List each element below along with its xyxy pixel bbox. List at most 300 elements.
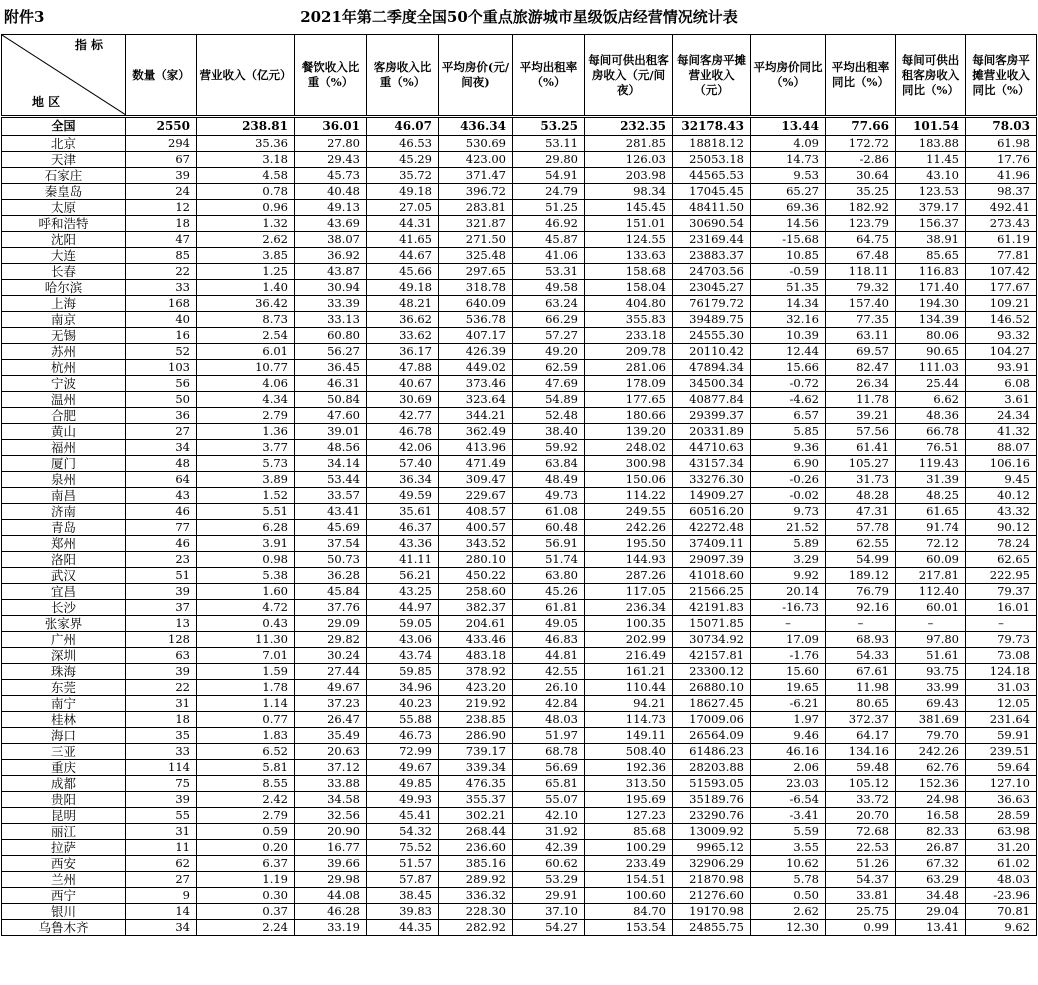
value-cell: 249.55	[585, 504, 673, 520]
value-cell: 158.68	[585, 264, 673, 280]
value-cell: 100.35	[585, 616, 673, 632]
value-cell: 63.84	[513, 456, 585, 472]
value-cell: 2.54	[197, 328, 295, 344]
region-cell: 西安	[2, 856, 126, 872]
value-cell: 119.43	[896, 456, 966, 472]
value-cell: 407.17	[439, 328, 513, 344]
column-header: 平均出租率同比（%）	[826, 35, 896, 117]
value-cell: 30734.92	[673, 632, 751, 648]
value-cell: 10.39	[751, 328, 826, 344]
value-cell: 53.44	[295, 472, 367, 488]
value-cell: 51593.05	[673, 776, 751, 792]
value-cell: 64.75	[826, 232, 896, 248]
value-cell: 204.61	[439, 616, 513, 632]
value-cell: 38.91	[896, 232, 966, 248]
value-cell: 21276.60	[673, 888, 751, 904]
value-cell: 31.92	[513, 824, 585, 840]
value-cell: 38.40	[513, 424, 585, 440]
value-cell: 39.21	[826, 408, 896, 424]
value-cell: 1.97	[751, 712, 826, 728]
value-cell: 33.99	[896, 680, 966, 696]
value-cell: 476.35	[439, 776, 513, 792]
value-cell: 63.80	[513, 568, 585, 584]
region-cell: 洛阳	[2, 552, 126, 568]
value-cell: 36.42	[197, 296, 295, 312]
value-cell: 41.06	[513, 248, 585, 264]
region-cell: 秦皇岛	[2, 184, 126, 200]
region-cell: 南昌	[2, 488, 126, 504]
value-cell: 45.73	[295, 168, 367, 184]
value-cell: 287.26	[585, 568, 673, 584]
value-cell: 84.70	[585, 904, 673, 920]
value-cell: 11.45	[896, 152, 966, 168]
value-cell: 239.51	[966, 744, 1037, 760]
value-cell: 1.36	[197, 424, 295, 440]
value-cell: -0.72	[751, 376, 826, 392]
value-cell: 5.85	[751, 424, 826, 440]
value-cell: 100.29	[585, 840, 673, 856]
value-cell: 39.83	[367, 904, 439, 920]
region-cell: 广州	[2, 632, 126, 648]
value-cell: 78.03	[966, 117, 1037, 136]
value-cell: 48.49	[513, 472, 585, 488]
value-cell: 404.80	[585, 296, 673, 312]
column-header: 营业收入（亿元）	[197, 35, 295, 117]
value-cell: 47.60	[295, 408, 367, 424]
value-cell: 75.52	[367, 840, 439, 856]
value-cell: 11.98	[826, 680, 896, 696]
value-cell: 26880.10	[673, 680, 751, 696]
value-cell: 17045.45	[673, 184, 751, 200]
value-cell: 151.01	[585, 216, 673, 232]
value-cell: 3.91	[197, 536, 295, 552]
column-header: 餐饮收入比重（%）	[295, 35, 367, 117]
value-cell: -0.26	[751, 472, 826, 488]
value-cell: 302.21	[439, 808, 513, 824]
value-cell: 36.01	[295, 117, 367, 136]
table-row	[2, 840, 1037, 856]
region-cell: 北京	[2, 136, 126, 152]
region-cell: 青岛	[2, 520, 126, 536]
value-cell: 35189.76	[673, 792, 751, 808]
value-cell: 30.24	[295, 648, 367, 664]
value-cell: 433.46	[439, 632, 513, 648]
value-cell: 48.21	[367, 296, 439, 312]
value-cell: 49.67	[295, 680, 367, 696]
value-cell: 43.87	[295, 264, 367, 280]
value-cell: 103	[126, 360, 197, 376]
region-cell: 无锡	[2, 328, 126, 344]
table-row	[2, 872, 1037, 888]
value-cell: 16.77	[295, 840, 367, 856]
value-cell: 54.33	[826, 648, 896, 664]
value-cell: 104.27	[966, 344, 1037, 360]
value-cell: 25053.18	[673, 152, 751, 168]
value-cell: 31	[126, 824, 197, 840]
value-cell: 12	[126, 200, 197, 216]
value-cell: 79.32	[826, 280, 896, 296]
value-cell: 33.57	[295, 488, 367, 504]
value-cell: 53.25	[513, 117, 585, 136]
value-cell: 27.44	[295, 664, 367, 680]
region-cell: 上海	[2, 296, 126, 312]
value-cell: 116.83	[896, 264, 966, 280]
value-cell: 44.81	[513, 648, 585, 664]
value-cell: 373.46	[439, 376, 513, 392]
region-cell: 南宁	[2, 696, 126, 712]
value-cell: 29.80	[513, 152, 585, 168]
value-cell: 149.11	[585, 728, 673, 744]
value-cell: 54.32	[367, 824, 439, 840]
value-cell: 24703.56	[673, 264, 751, 280]
value-cell: 5.73	[197, 456, 295, 472]
table-body	[2, 117, 1037, 936]
value-cell: 44565.53	[673, 168, 751, 184]
value-cell: 62.76	[896, 760, 966, 776]
value-cell: 281.85	[585, 136, 673, 152]
value-cell: 20.14	[751, 584, 826, 600]
column-header: 数量（家）	[126, 35, 197, 117]
value-cell: 281.06	[585, 360, 673, 376]
value-cell: 24855.75	[673, 920, 751, 936]
value-cell: 78.24	[966, 536, 1037, 552]
region-cell: 拉萨	[2, 840, 126, 856]
value-cell: 336.32	[439, 888, 513, 904]
value-cell: 33276.30	[673, 472, 751, 488]
value-cell: 400.57	[439, 520, 513, 536]
column-header: 每间可供出租客房收入同比（%）	[896, 35, 966, 117]
value-cell: 6.52	[197, 744, 295, 760]
region-cell: 深圳	[2, 648, 126, 664]
table-row	[2, 488, 1037, 504]
value-cell: 48.28	[826, 488, 896, 504]
value-cell: 69.36	[751, 200, 826, 216]
value-cell: 203.98	[585, 168, 673, 184]
value-cell: 13	[126, 616, 197, 632]
value-cell: 12.05	[966, 696, 1037, 712]
value-cell: 45.29	[367, 152, 439, 168]
table-header-row	[2, 35, 1037, 117]
value-cell: 1.52	[197, 488, 295, 504]
value-cell: 9.36	[751, 440, 826, 456]
value-cell: 77.66	[826, 117, 896, 136]
value-cell: 189.12	[826, 568, 896, 584]
value-cell: 65.81	[513, 776, 585, 792]
value-cell: 39489.75	[673, 312, 751, 328]
value-cell: 29097.39	[673, 552, 751, 568]
value-cell: 50.73	[295, 552, 367, 568]
value-cell: 24555.30	[673, 328, 751, 344]
value-cell: -16.73	[751, 600, 826, 616]
value-cell: 76179.72	[673, 296, 751, 312]
value-cell: 51.61	[896, 648, 966, 664]
value-cell: 6.37	[197, 856, 295, 872]
corner-header-cell	[2, 35, 126, 117]
value-cell: 48	[126, 456, 197, 472]
value-cell: 9.92	[751, 568, 826, 584]
value-cell: 739.17	[439, 744, 513, 760]
value-cell: 45.69	[295, 520, 367, 536]
value-cell: 76.51	[896, 440, 966, 456]
value-cell: 0.96	[197, 200, 295, 216]
value-cell: 31.39	[896, 472, 966, 488]
value-cell: 282.92	[439, 920, 513, 936]
value-cell: 37.54	[295, 536, 367, 552]
value-cell: 45.87	[513, 232, 585, 248]
region-cell: 杭州	[2, 360, 126, 376]
value-cell: 231.64	[966, 712, 1037, 728]
value-cell: 12.44	[751, 344, 826, 360]
value-cell: 1.25	[197, 264, 295, 280]
value-cell: 177.67	[966, 280, 1037, 296]
value-cell: 43.25	[367, 584, 439, 600]
value-cell: 63	[126, 648, 197, 664]
value-cell: 69.43	[896, 696, 966, 712]
value-cell: 46.07	[367, 117, 439, 136]
value-cell: 413.96	[439, 440, 513, 456]
value-cell: 47.31	[826, 504, 896, 520]
value-cell: 32.16	[751, 312, 826, 328]
value-cell: 43.74	[367, 648, 439, 664]
table-row	[2, 216, 1037, 232]
value-cell: 82.33	[896, 824, 966, 840]
value-cell: 54.91	[513, 168, 585, 184]
value-cell: 14	[126, 904, 197, 920]
value-cell: 1.14	[197, 696, 295, 712]
value-cell: 40.12	[966, 488, 1037, 504]
value-cell: 60.48	[513, 520, 585, 536]
value-cell: 2.42	[197, 792, 295, 808]
value-cell: 9.45	[966, 472, 1037, 488]
value-cell: 2.06	[751, 760, 826, 776]
value-cell: 97.80	[896, 632, 966, 648]
value-cell: 27	[126, 424, 197, 440]
value-cell: 61486.23	[673, 744, 751, 760]
table-row	[2, 408, 1037, 424]
value-cell: 34.14	[295, 456, 367, 472]
value-cell: 49.18	[367, 280, 439, 296]
value-cell: 228.30	[439, 904, 513, 920]
value-cell: 2550	[126, 117, 197, 136]
value-cell: 26.47	[295, 712, 367, 728]
value-cell: 72.68	[826, 824, 896, 840]
value-cell: 49.18	[367, 184, 439, 200]
value-cell: 40.67	[367, 376, 439, 392]
national-total-row	[2, 117, 1037, 136]
value-cell: 408.57	[439, 504, 513, 520]
value-cell: -2.86	[826, 152, 896, 168]
value-cell: 0.59	[197, 824, 295, 840]
value-cell: 1.19	[197, 872, 295, 888]
table-row	[2, 664, 1037, 680]
value-cell: 61.08	[513, 504, 585, 520]
value-cell: 158.04	[585, 280, 673, 296]
value-cell: 31.20	[966, 840, 1037, 856]
value-cell: 286.90	[439, 728, 513, 744]
value-cell: 0.77	[197, 712, 295, 728]
value-cell: 92.16	[826, 600, 896, 616]
value-cell: 24.79	[513, 184, 585, 200]
value-cell: 41.11	[367, 552, 439, 568]
value-cell: 33.72	[826, 792, 896, 808]
value-cell: 106.16	[966, 456, 1037, 472]
value-cell: 157.40	[826, 296, 896, 312]
value-cell: 38.07	[295, 232, 367, 248]
table-row	[2, 440, 1037, 456]
value-cell: 56.91	[513, 536, 585, 552]
value-cell: 23.03	[751, 776, 826, 792]
value-cell: -4.62	[751, 392, 826, 408]
value-cell: 77.35	[826, 312, 896, 328]
value-cell: 530.69	[439, 136, 513, 152]
value-cell: 202.99	[585, 632, 673, 648]
value-cell: 45.66	[367, 264, 439, 280]
value-cell: 13.41	[896, 920, 966, 936]
value-cell: 82.47	[826, 360, 896, 376]
value-cell: 0.37	[197, 904, 295, 920]
value-cell: 46	[126, 504, 197, 520]
value-cell: 3.89	[197, 472, 295, 488]
value-cell: 59.92	[513, 440, 585, 456]
table-row	[2, 568, 1037, 584]
value-cell: 62.55	[826, 536, 896, 552]
region-cell: 昆明	[2, 808, 126, 824]
value-cell: 40	[126, 312, 197, 328]
value-cell: 16.58	[896, 808, 966, 824]
column-header: 每间客房平摊营业收入（元）	[673, 35, 751, 117]
value-cell: 23883.37	[673, 248, 751, 264]
value-cell: 273.43	[966, 216, 1037, 232]
value-cell: 41018.60	[673, 568, 751, 584]
value-cell: 55.07	[513, 792, 585, 808]
value-cell: 339.34	[439, 760, 513, 776]
value-cell: 309.47	[439, 472, 513, 488]
value-cell: 54.37	[826, 872, 896, 888]
value-cell: 80.65	[826, 696, 896, 712]
region-cell: 郑州	[2, 536, 126, 552]
value-cell: 6.28	[197, 520, 295, 536]
value-cell: 88.07	[966, 440, 1037, 456]
region-cell: 重庆	[2, 760, 126, 776]
table-row	[2, 648, 1037, 664]
value-cell: 42.84	[513, 696, 585, 712]
value-cell: 4.72	[197, 600, 295, 616]
value-cell: 127.23	[585, 808, 673, 824]
value-cell: 49.13	[295, 200, 367, 216]
value-cell: 46.83	[513, 632, 585, 648]
value-cell: 20110.42	[673, 344, 751, 360]
value-cell: 98.37	[966, 184, 1037, 200]
value-cell: 16.01	[966, 600, 1037, 616]
value-cell: 236.60	[439, 840, 513, 856]
value-cell: 372.37	[826, 712, 896, 728]
value-cell: 11.78	[826, 392, 896, 408]
region-cell: 乌鲁木齐	[2, 920, 126, 936]
value-cell: 209.78	[585, 344, 673, 360]
column-header: 平均房价同比（%）	[751, 35, 826, 117]
value-cell: 43157.34	[673, 456, 751, 472]
value-cell: 12.30	[751, 920, 826, 936]
table-row	[2, 472, 1037, 488]
column-header: 平均出租率（%）	[513, 35, 585, 117]
corner-diagonal-line	[2, 35, 126, 115]
value-cell: 117.05	[585, 584, 673, 600]
value-cell: 139.20	[585, 424, 673, 440]
value-cell: 29.98	[295, 872, 367, 888]
value-cell: 31.03	[966, 680, 1037, 696]
value-cell: 36.45	[295, 360, 367, 376]
value-cell: 35.49	[295, 728, 367, 744]
value-cell: 57.78	[826, 520, 896, 536]
table-row	[2, 712, 1037, 728]
region-cell: 东莞	[2, 680, 126, 696]
value-cell: 9.62	[966, 920, 1037, 936]
region-cell: 兰州	[2, 872, 126, 888]
value-cell: 0.78	[197, 184, 295, 200]
value-cell: 45.26	[513, 584, 585, 600]
value-cell: 38.45	[367, 888, 439, 904]
page-title: 2021年第二季度全国50个重点旅游城市星级饭店经营情况统计表	[300, 8, 738, 26]
table-row	[2, 776, 1037, 792]
value-cell: 17.09	[751, 632, 826, 648]
value-cell: 18627.45	[673, 696, 751, 712]
value-cell: 426.39	[439, 344, 513, 360]
value-cell: 32.56	[295, 808, 367, 824]
region-cell: 珠海	[2, 664, 126, 680]
value-cell: 24.34	[966, 408, 1037, 424]
value-cell: 41.96	[966, 168, 1037, 184]
value-cell: 378.92	[439, 664, 513, 680]
value-cell: 26.10	[513, 680, 585, 696]
region-cell: 福州	[2, 440, 126, 456]
value-cell: –	[966, 616, 1037, 632]
value-cell: 4.09	[751, 136, 826, 152]
value-cell: 47.88	[367, 360, 439, 376]
value-cell: 63.29	[896, 872, 966, 888]
value-cell: 50.84	[295, 392, 367, 408]
region-cell: 厦门	[2, 456, 126, 472]
value-cell: 33.62	[367, 328, 439, 344]
value-cell: 63.98	[966, 824, 1037, 840]
value-cell: 8.73	[197, 312, 295, 328]
value-cell: 33.13	[295, 312, 367, 328]
table-row	[2, 888, 1037, 904]
table-row	[2, 168, 1037, 184]
value-cell: 42.10	[513, 808, 585, 824]
value-cell: 34.58	[295, 792, 367, 808]
indicator-label: 指 标	[74, 38, 103, 52]
value-cell: 66.78	[896, 424, 966, 440]
value-cell: 23169.44	[673, 232, 751, 248]
value-cell: 30.64	[826, 168, 896, 184]
value-cell: 126.03	[585, 152, 673, 168]
value-cell: 56	[126, 376, 197, 392]
value-cell: 49.58	[513, 280, 585, 296]
value-cell: 7.01	[197, 648, 295, 664]
value-cell: 2.62	[751, 904, 826, 920]
value-cell: 53.29	[513, 872, 585, 888]
region-cell: 苏州	[2, 344, 126, 360]
value-cell: 177.65	[585, 392, 673, 408]
value-cell: 423.20	[439, 680, 513, 696]
value-cell: 232.35	[585, 117, 673, 136]
value-cell: 14.34	[751, 296, 826, 312]
value-cell: 72.12	[896, 536, 966, 552]
value-cell: 60.80	[295, 328, 367, 344]
value-cell: 80.06	[896, 328, 966, 344]
value-cell: 93.32	[966, 328, 1037, 344]
value-cell: 52.48	[513, 408, 585, 424]
